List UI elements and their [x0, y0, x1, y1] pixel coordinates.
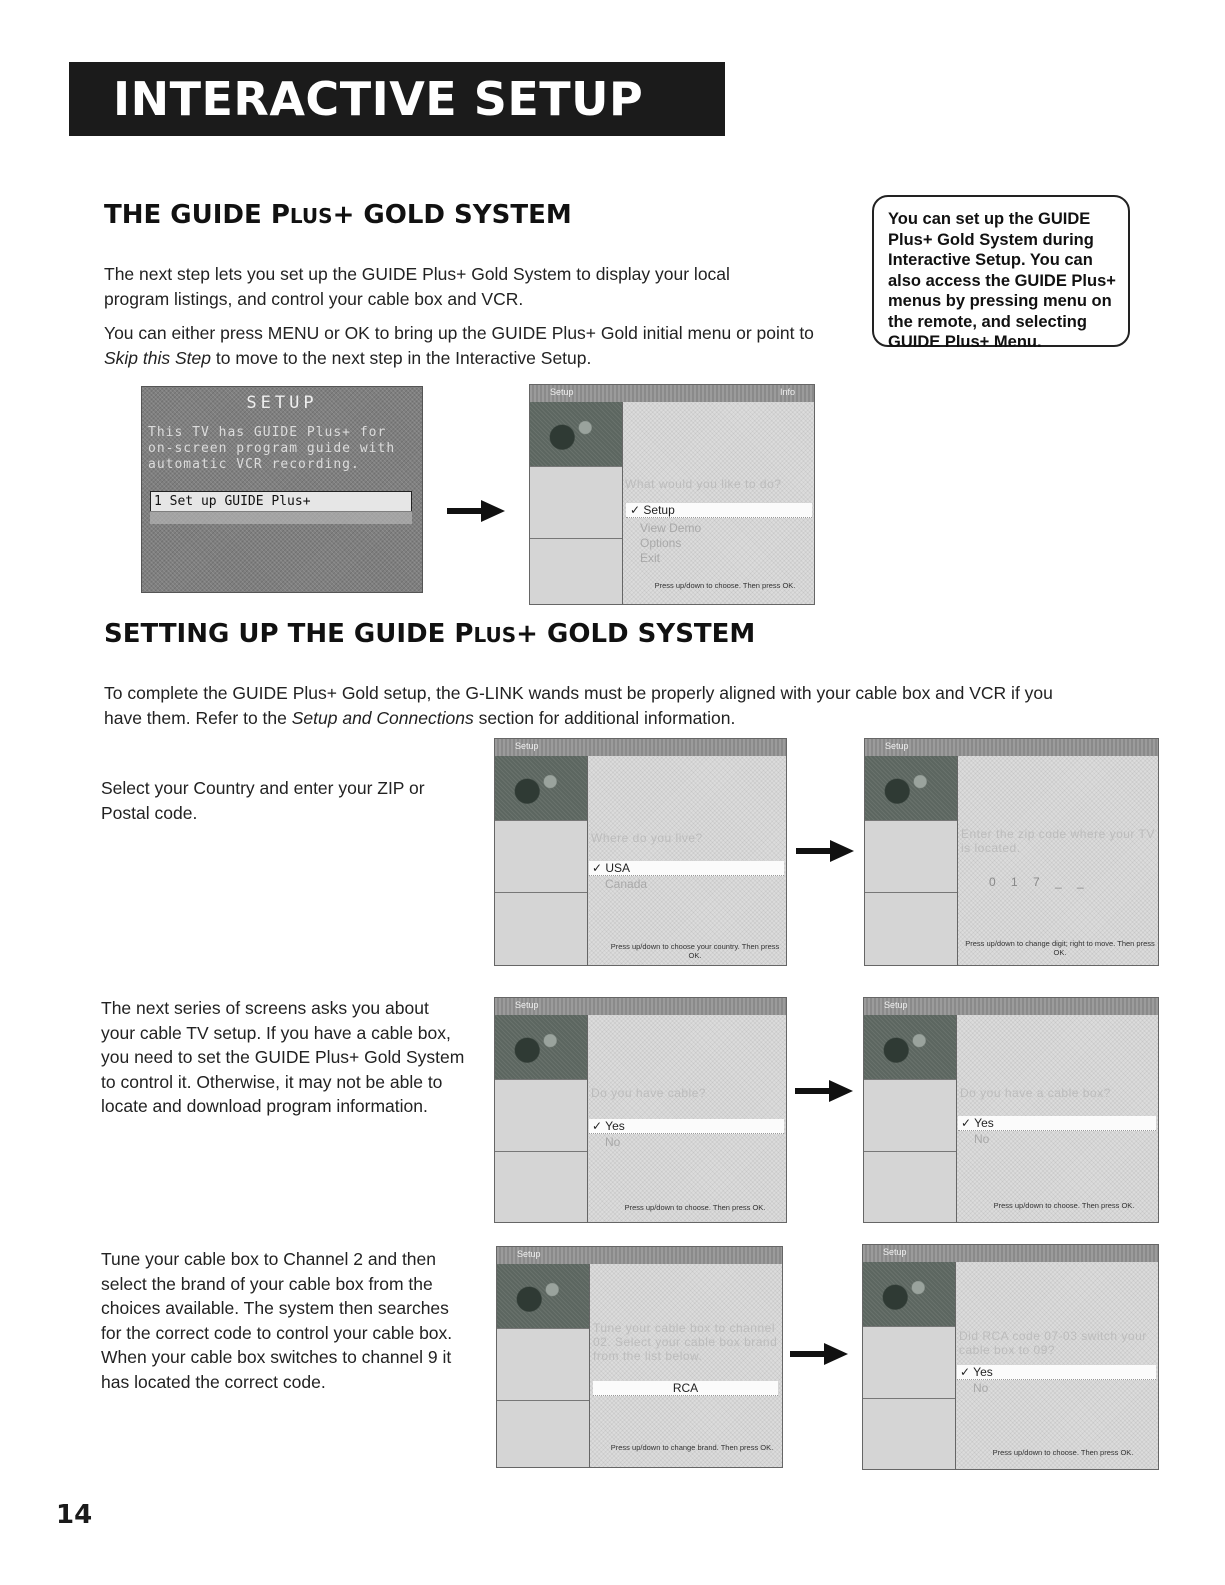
- ad-cell: [863, 1398, 955, 1470]
- guide-option: Canada: [605, 877, 648, 891]
- setup-option-guide-plus: 1 Set up GUIDE Plus+: [150, 491, 412, 512]
- ad-cell: [497, 1400, 589, 1468]
- para-text: To complete the GUIDE Plus+ Gold setup, the G-LINK wands must be properly aligned with your cable box and VCR if you have them. Refer to the: [104, 683, 1053, 728]
- guide-top-bar: [864, 998, 1158, 1015]
- cable-screen-screenshot: [494, 997, 787, 1223]
- guide-hint: Press up/down to choose. Then press OK.: [993, 1201, 1135, 1210]
- video-thumbnail: [863, 1262, 955, 1326]
- tv-setup-menu-screenshot: [141, 386, 423, 593]
- guide-hint: Press up/down to choose. Then press OK.: [624, 1203, 766, 1212]
- para-text-end: to move to the next step in the Interactive Setup.: [211, 347, 592, 368]
- guide-left-panel: [495, 1015, 588, 1222]
- setup-menu-description: This TV has GUIDE Plus+ for on-screen program guide with automatic VCR recording.: [148, 425, 396, 472]
- guide-left-panel: [865, 756, 958, 965]
- guide-selected-option: RCA: [593, 1381, 778, 1396]
- video-thumbnail: [530, 402, 622, 466]
- heading-smallcaps: LUS: [289, 204, 333, 228]
- video-thumbnail: [497, 1264, 589, 1328]
- country-screen-screenshot: [494, 738, 787, 966]
- video-thumbnail: [864, 1015, 956, 1079]
- guide-option: No: [974, 1132, 990, 1146]
- ad-cell: [864, 1079, 956, 1152]
- guide-left-panel: [495, 756, 588, 965]
- guide-tab: Info: [780, 387, 796, 397]
- guide-hint: Press up/down to choose. Then press OK.: [992, 1448, 1134, 1457]
- ad-cell: [495, 820, 587, 893]
- ad-cell: [863, 1326, 955, 1399]
- video-thumbnail: [495, 1015, 587, 1079]
- heading-text: SETTING UP THE GUIDE P: [104, 619, 474, 649]
- arrow-right-icon: [796, 840, 854, 862]
- ad-cell: [495, 892, 587, 966]
- guide-selected-option: ✓ Yes: [589, 1119, 784, 1134]
- video-thumbnail: [495, 756, 587, 820]
- side-note: You can set up the GUIDE Plus+ Gold System during Interactive Setup. You can also access the GUIDE Plus+ menus by pressing menu on the remote, and selecting GUIDE Plus+ Menu.: [872, 195, 1130, 347]
- guide-question: Do you have cable?: [591, 1086, 707, 1100]
- guide-hint: Press up/down to choose your country. Then press OK.: [610, 942, 780, 960]
- page-number: 14: [56, 1500, 93, 1530]
- cable-brand-screen-screenshot: [496, 1246, 783, 1468]
- ad-cell: [530, 538, 622, 605]
- ad-cell: [495, 1079, 587, 1152]
- guide-selected-option: ✓ Yes: [958, 1116, 1156, 1131]
- header-banner: [69, 62, 725, 136]
- intro-paragraph-2: [104, 321, 814, 370]
- guide-option: View Demo: [640, 521, 702, 535]
- guide-selected-option: ✓ USA: [589, 861, 784, 876]
- zip-entry-field: 0 1 7 _ _: [989, 875, 1090, 889]
- guide-top-bar: [497, 1247, 782, 1264]
- guide-tab: Setup: [517, 1249, 541, 1259]
- guide-tab: Setup: [515, 1000, 539, 1010]
- section-heading-guide-plus: [104, 200, 572, 230]
- step-2-text: The next series of screens asks you about your cable TV setup. If you have a cable box, you need to set the GUIDE Plus+ Gold System to control it. Otherwise, it may not be able to locate and download program information.: [101, 998, 465, 1116]
- guide-top-bar: [865, 739, 1158, 756]
- arrow-right-icon: [795, 1080, 853, 1102]
- guide-question: Do you have a cable box?: [960, 1086, 1111, 1100]
- guide-question: What would you like to do?: [625, 477, 782, 491]
- guide-left-panel: [864, 1015, 957, 1222]
- heading-text-end: + GOLD SYSTEM: [332, 200, 572, 230]
- guide-option: No: [605, 1135, 621, 1149]
- code-confirm-screen-screenshot: [862, 1244, 1159, 1470]
- heading-text-end: + GOLD SYSTEM: [516, 619, 756, 649]
- guide-top-bar: [530, 385, 814, 402]
- ad-cell: [495, 1151, 587, 1223]
- ad-cell: [530, 466, 622, 539]
- setup-option-skip: [150, 511, 412, 524]
- para-emphasis: Skip this Step: [104, 347, 211, 368]
- guide-top-bar: [495, 998, 786, 1015]
- para-text-end: section for additional information.: [473, 707, 736, 728]
- ad-cell: [864, 1151, 956, 1223]
- setup-paragraph: [104, 681, 1054, 730]
- ad-cell: [865, 892, 957, 966]
- guide-question: Tune your cable box to channel 02. Select your cable box brand from the list below.: [593, 1321, 778, 1363]
- heading-smallcaps: LUS: [473, 623, 517, 647]
- intro-paragraph-1: The next step lets you set up the GUIDE Plus+ Gold System to display your local program listings, and control your cable box and VCR.: [104, 264, 730, 309]
- guide-top-bar: [495, 739, 786, 756]
- step-1-text: Select your Country and enter your ZIP or Postal code.: [101, 778, 425, 823]
- guide-hint: Press up/down to change brand. Then press OK.: [610, 1443, 774, 1452]
- guide-top-bar: [863, 1245, 1158, 1262]
- guide-hint: Press up/down to change digit; right to move. Then press OK.: [965, 939, 1155, 957]
- heading-text: THE GUIDE P: [104, 200, 290, 230]
- section-heading-setting-up: [104, 619, 755, 649]
- guide-question: Did RCA code 07-03 switch your cable box to 09?: [959, 1329, 1147, 1357]
- guide-option: No: [973, 1381, 989, 1395]
- zip-screen-screenshot: [864, 738, 1159, 966]
- guide-left-panel: [497, 1264, 590, 1467]
- guide-option: Options: [640, 536, 682, 550]
- page-title: INTERACTIVE SETUP: [113, 72, 644, 126]
- step-3-text: Tune your cable box to Channel 2 and then select the brand of your cable box from the choices available. The system then searches for the correct code to control your cable box. When your cable box switches to channel 9 it has located the correct code.: [101, 1249, 453, 1392]
- guide-selected-option: ✓ Yes: [957, 1365, 1156, 1380]
- para-emphasis: Setup and Connections: [291, 707, 474, 728]
- guide-selected-option: ✓ Setup: [626, 503, 812, 518]
- guide-tab: Setup: [884, 1000, 908, 1010]
- guide-hint: Press up/down to choose. Then press OK.: [654, 581, 796, 590]
- guide-question: Where do you live?: [591, 831, 703, 845]
- ad-cell: [865, 820, 957, 893]
- guide-tab: Setup: [883, 1247, 907, 1257]
- guide-tab: Setup: [515, 741, 539, 751]
- arrow-right-icon: [790, 1343, 848, 1365]
- guide-left-panel: [863, 1262, 956, 1469]
- guide-plus-intro-screenshot: [529, 384, 815, 605]
- ad-cell: [497, 1328, 589, 1401]
- setup-menu-title: SETUP: [246, 393, 318, 413]
- video-thumbnail: [865, 756, 957, 820]
- guide-question: Enter the zip code where your TV is located.: [961, 827, 1155, 855]
- cable-box-screen-screenshot: [863, 997, 1159, 1223]
- guide-left-panel: [530, 402, 623, 604]
- para-text: You can either press MENU or OK to bring up the GUIDE Plus+ Gold initial menu or point to: [104, 323, 814, 343]
- guide-tab: Setup: [550, 387, 574, 397]
- guide-tab: Setup: [885, 741, 909, 751]
- guide-option: Exit: [640, 551, 661, 565]
- arrow-right-icon: [447, 500, 505, 522]
